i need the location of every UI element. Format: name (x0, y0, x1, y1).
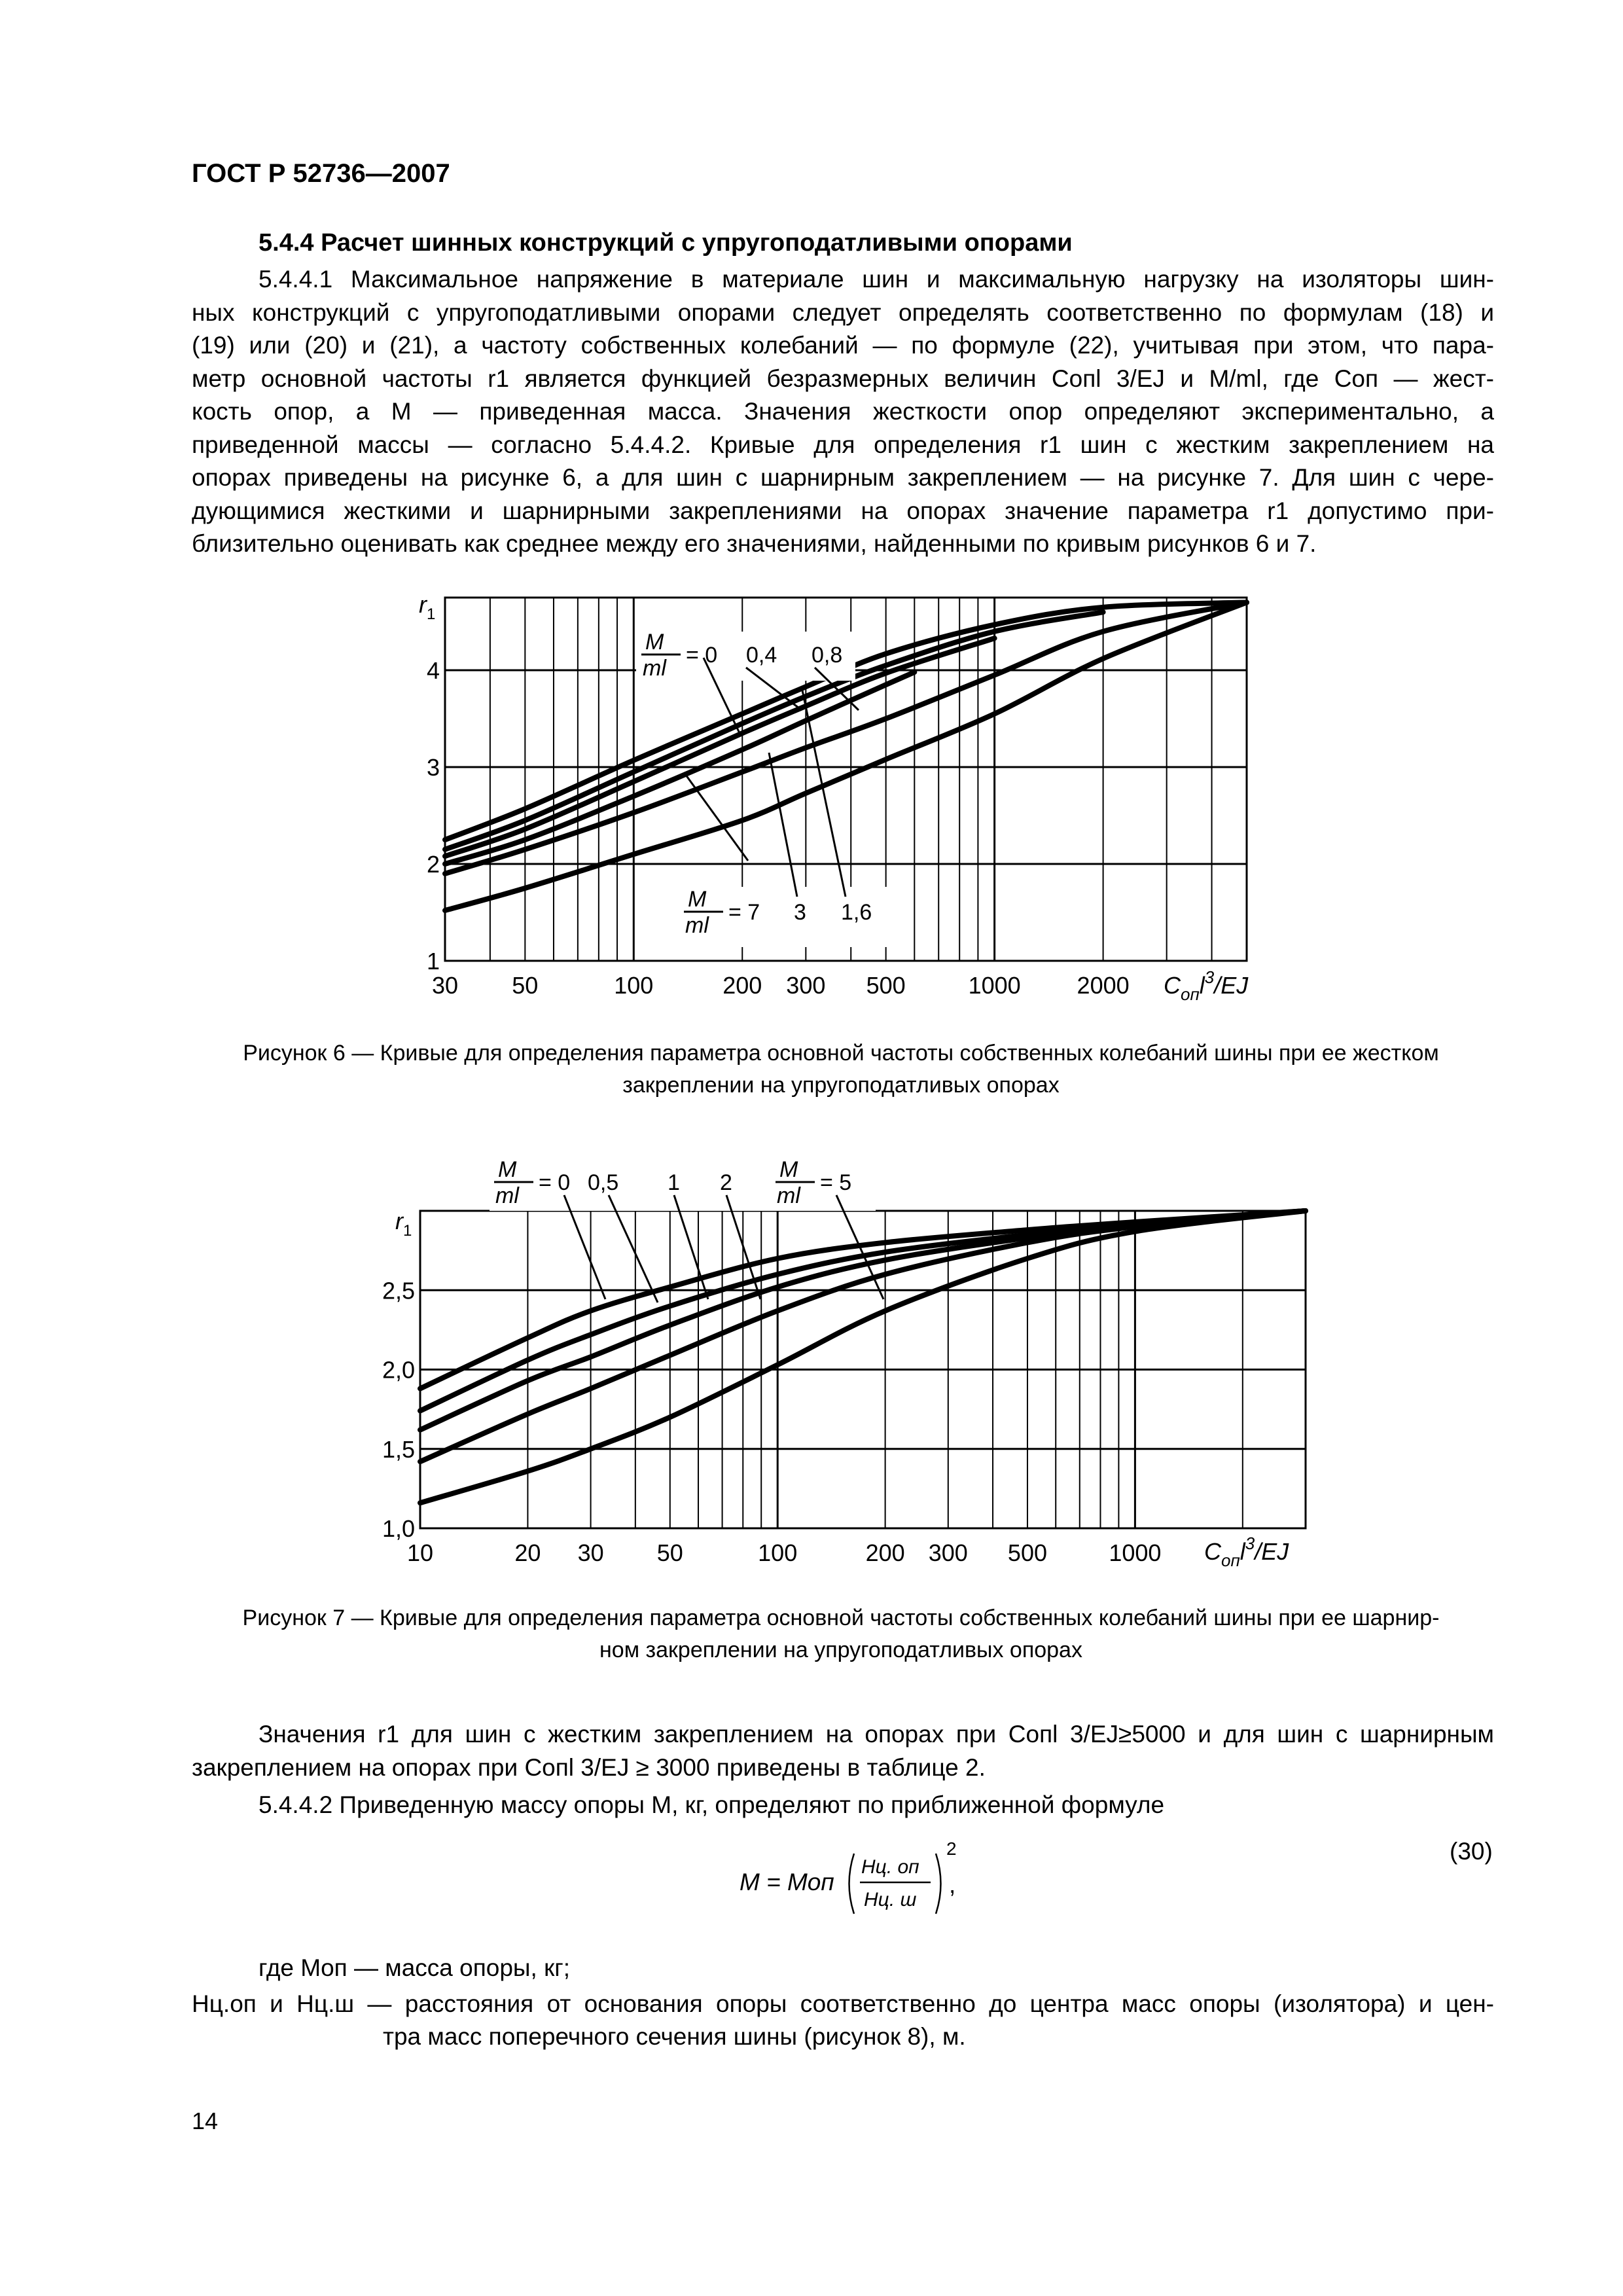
ratio-denominator: ml (643, 656, 666, 681)
caption-line: закреплении на упругоподатливых опорах (622, 1073, 1060, 1098)
x-axis-label: $C_{оп}l^3/EJ$ (1204, 1534, 1289, 1570)
page-number: 14 (192, 2108, 219, 2134)
tick-labels (382, 1277, 1161, 1566)
y-tick-label: 1,0 (382, 1515, 415, 1542)
x-tick-label: 500 (1007, 1539, 1048, 1566)
x-tick-label: 300 (928, 1539, 968, 1566)
ratio-numerator: M (498, 1157, 517, 1182)
text-line: закреплением на опорах при Cопl 3/EJ ≥ 3000 приведены в таблице 2. (192, 1753, 986, 1781)
section-title: 5.4.4 Расчет шинных конструкций с упругоподатливыми опорами (259, 229, 1073, 257)
curve-label-top-2: 0,8 (812, 643, 843, 668)
paragraph-5-4-4-2 (192, 1789, 1494, 1822)
text-line: дующимися жесткими и шарнирными закреплениями на опорах значение параметра r1 допустимо при- (192, 497, 1494, 524)
document-header: ГОСТ Р 52736—2007 (192, 159, 450, 188)
ratio-value: = 0 (686, 643, 718, 668)
formula-numerator: Hц. оп (861, 1856, 919, 1878)
equation-number: (30) (1450, 1838, 1493, 1865)
ratio-numerator: M (779, 1157, 798, 1182)
text-line: приведенной массы — согласно 5.4.4.2. Кривые для определения r1 шин с жестким закреплением на (192, 431, 1494, 458)
curve-label-2: 1 (668, 1170, 680, 1195)
ratio-value: = 7 (728, 900, 760, 925)
x-tick-label: 1000 (1109, 1539, 1162, 1566)
ratio-value: = 5 (820, 1170, 852, 1195)
formula-tail: , (949, 1871, 956, 1898)
text-line: 5.4.4.1 Максимальное напряжение в материале шин и максимальную нагрузку на изоляторы шин- (259, 266, 1494, 293)
x-tick-label: 1000 (968, 972, 1021, 999)
text-line: (19) или (20) и (21), а частоту собственных колебаний — по формуле (22), учитывая при этом, что пара- (192, 332, 1494, 359)
caption-line: ном закреплении на упругоподатливых опорах (599, 1638, 1082, 1662)
x-tick-label: 30 (577, 1539, 604, 1566)
curve-label-1: 0,5 (588, 1170, 619, 1195)
y-tick-label: 1,5 (382, 1435, 415, 1463)
x-tick-label: 100 (758, 1539, 798, 1566)
where-line-1: где Mоп — масса опоры, кг; (259, 1954, 571, 1981)
curve-label-top-1: 0,4 (746, 643, 777, 668)
x-tick-label: 50 (512, 972, 539, 999)
ratio-numerator: M (645, 630, 664, 655)
ratio-denominator: ml (685, 913, 709, 938)
curve-label-bottom-2: 1,6 (841, 900, 872, 925)
x-tick-label: 500 (866, 972, 906, 999)
text-line: Значения r1 для шин с жестким закреплением на опорах при Cопl 3/EJ≥5000 и для шин с шарнирным (259, 1721, 1494, 1748)
formula-denominator: Hц. ш (864, 1889, 917, 1910)
leader-line (769, 753, 797, 897)
x-tick-label: 30 (431, 972, 459, 999)
curve-label-3: 2 (720, 1170, 732, 1195)
series-line-1 (420, 1211, 1306, 1411)
formula-lhs: M = Mоп (740, 1869, 834, 1895)
x-tick-label: 100 (614, 972, 654, 999)
text-line: метр основной частоты r1 является функцией безразмерных величин Cопl 3/EJ и M/ml, где Cоп — жест- (192, 365, 1494, 392)
where-line-2 (192, 1988, 1494, 2053)
series-line-3 (420, 1211, 1306, 1462)
y-tick-label: 2,5 (382, 1277, 415, 1304)
where-line-2a: Hц.оп и Hц.ш — расстояния от основания опоры соответственно до центра масс опоры (изолятора) и цен- (192, 1990, 1494, 2017)
caption-line: Рисунок 7 — Кривые для определения параметра основной частоты собственных колебаний шины при ее шарнир- (242, 1605, 1440, 1630)
y-tick-label: 1 (426, 948, 440, 975)
x-tick-label: 300 (786, 972, 826, 999)
leader-line (684, 772, 748, 861)
x-tick-label: 2000 (1077, 972, 1130, 999)
where-line-2b: тра масс поперечного сечения шины (рисунок 8), м. (383, 2023, 966, 2050)
ratio-numerator: M (688, 887, 707, 912)
text-line: опорах приведены на рисунке 6, а для шин с шарнирным закреплением — на рисунке 7. Для шин с чере- (192, 464, 1494, 491)
figure-6-caption (183, 1037, 1499, 1102)
text-line: ных конструкций с упругоподатливыми опорами следует определять соответственно по формулам (18) и (192, 298, 1494, 326)
y-tick-label: 2 (426, 851, 440, 878)
curve-label-bottom-1: 3 (794, 900, 806, 925)
y-tick-label: 4 (426, 657, 440, 684)
x-tick-label: 10 (406, 1539, 434, 1566)
caption-line: Рисунок 6 — Кривые для определения параметра основной частоты собственных колебаний шины при ее жестком (243, 1041, 1439, 1066)
figure-7-caption (183, 1602, 1499, 1666)
y-axis-label: $r_1$ (419, 591, 436, 623)
y-axis-label: $r_1$ (395, 1208, 412, 1240)
x-tick-label: 20 (514, 1539, 541, 1566)
text-line: близительно оценивать как среднее между его значениями, найденными по кривым рисунков 6 и 7. (192, 530, 1317, 557)
y-tick-label: 3 (426, 754, 440, 781)
x-tick-label: 50 (656, 1539, 683, 1566)
ratio-denominator: ml (777, 1183, 800, 1208)
text-line: кость опор, а M — приведенная масса. Значения жесткости опор определяют экспериментально, а (192, 398, 1494, 425)
x-axis-label: $C_{оп}l^3/EJ$ (1164, 967, 1249, 1004)
text-line: 5.4.4.2 Приведенную массу опоры M, кг, определяют по приближенной формуле (259, 1791, 1165, 1818)
ratio-denominator: ml (495, 1183, 519, 1208)
formula-power: 2 (946, 1839, 957, 1859)
ratio-value: = 0 (539, 1170, 571, 1195)
x-tick-label: 200 (722, 972, 762, 999)
y-tick-label: 2,0 (382, 1356, 415, 1384)
series-line-0 (420, 1211, 1306, 1389)
formula-30 (733, 1833, 1008, 1931)
x-tick-label: 200 (865, 1539, 905, 1566)
paragraph-r1-values (192, 1718, 1494, 1784)
